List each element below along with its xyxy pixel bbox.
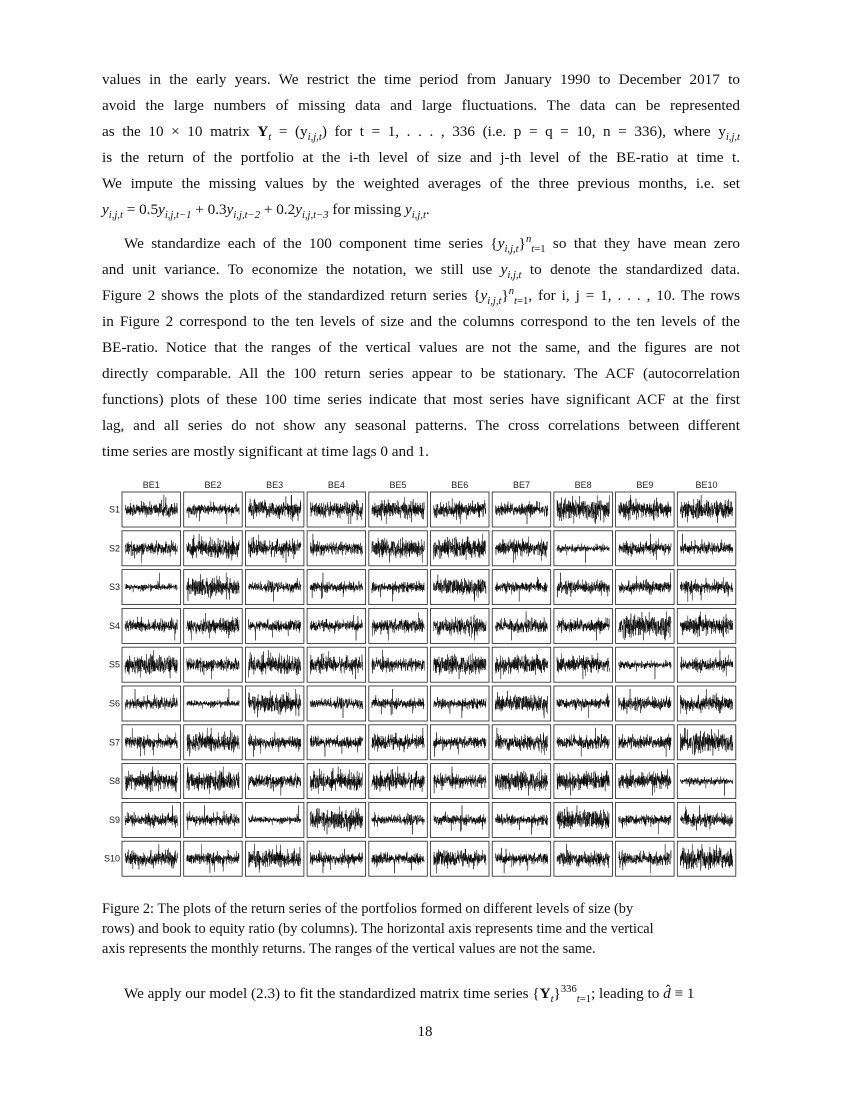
p2-line-2: and unit variance. To economize the notation, we still use $y_{i,j,t}$ to denote the standardized data.: [102, 261, 741, 282]
paragraph-1: [102, 67, 740, 223]
panel-s6-be8: [554, 686, 613, 721]
panel-s4-be6: [431, 608, 490, 643]
panel-s8-be1: [122, 764, 181, 799]
p2-line-7: functions) plots of these 100 time series indicate that most series have significant ACF at the first: [102, 391, 740, 408]
panel-frame: [616, 531, 675, 566]
p3-line-1: We apply our model (2.3) to fit the standardized matrix time series $\{Y_t\}^{336}_{t=1}$; leading to d̂ ≡ 1: [124, 983, 695, 1006]
p1-line-4: is the return of the portfolio at the i-th level of size and j-th level of the BE-ratio at time t.: [102, 149, 740, 166]
panel-s4-be9: [616, 608, 675, 643]
panel-s9-be2: [184, 802, 243, 837]
row-label-s4: S4: [108, 620, 120, 631]
p1-line-3: as the 10 × 10 matrix $Y_t = (y_{i,j,t})$ for t = 1, . . . , 336 (i.e. p = q = 10, n = 336), where $y_{i,j,t}$: [102, 123, 741, 144]
p2-line-8: lag, and all series do not show any seasonal patterns. The cross correlations between different: [102, 417, 740, 434]
panel-s6-be2: [184, 686, 243, 721]
panel-s2-be5: [369, 531, 428, 566]
panel-s10-be7: [492, 841, 551, 876]
panel-s1-be6: [431, 492, 490, 527]
column-label-be9: BE9: [636, 480, 654, 490]
row-label-s3: S3: [108, 582, 120, 593]
panel-s10-be9: [616, 841, 675, 876]
panel-s9-be10: [677, 802, 736, 837]
panel-s3-be4: [307, 570, 366, 605]
panel-s6-be3: [245, 686, 304, 721]
panel-s5-be4: [307, 647, 366, 682]
panel-s1-be2: [184, 492, 243, 527]
panel-s10-be5: [369, 841, 428, 876]
column-label-be3: BE3: [266, 480, 284, 490]
p2-line-6: directly comparable. All the 100 return series appear to be stationary. The ACF (autocorrelation: [102, 365, 740, 382]
paragraph-2: [102, 231, 740, 465]
panel-s3-be3: [245, 570, 304, 605]
panel-s2-be2: [184, 531, 243, 566]
paragraph-3: [102, 981, 740, 1007]
panel-s5-be10: [677, 647, 736, 682]
panel-s1-be8: [554, 492, 613, 527]
panel-s6-be10: [677, 686, 736, 721]
panel-s1-be5: [369, 492, 428, 527]
panel-s6-be9: [616, 686, 675, 721]
panel-s3-be2: [184, 570, 243, 605]
panel-s8-be2: [184, 764, 243, 799]
p2-line-4: in Figure 2 correspond to the ten levels of size and the columns correspond to the ten levels of the: [102, 313, 740, 330]
row-label-s7: S7: [108, 737, 120, 748]
panel-s2-be9: [616, 531, 675, 566]
panel-s6-be5: [369, 686, 428, 721]
row-label-s2: S2: [108, 543, 120, 554]
panel-s8-be9: [616, 764, 675, 799]
row-label-s5: S5: [108, 659, 120, 670]
column-label-be7: BE7: [512, 480, 530, 490]
panel-s3-be8: [554, 570, 613, 605]
panel-s10-be2: [184, 841, 243, 876]
column-label-be1: BE1: [142, 480, 160, 490]
panel-s8-be5: [369, 764, 428, 799]
panel-s4-be7: [492, 608, 551, 643]
panel-s1-be4: [307, 492, 366, 527]
panel-s4-be1: [122, 608, 181, 643]
panel-s2-be8: [554, 531, 613, 566]
panel-s4-be2: [184, 608, 243, 643]
panel-s10-be8: [554, 841, 613, 876]
panel-s5-be8: [554, 647, 613, 682]
panel-s2-be4: [307, 531, 366, 566]
column-label-be10: BE10: [695, 480, 718, 490]
p1-line-2: avoid the large numbers of missing data and large fluctuations. The data can be represented: [102, 97, 740, 114]
panel-s7-be4: [307, 725, 366, 760]
panel-s3-be9: [616, 570, 675, 605]
row-label-s6: S6: [108, 698, 120, 709]
panel-s7-be3: [245, 725, 304, 760]
panel-s4-be5: [369, 608, 428, 643]
panel-s8-be8: [554, 764, 613, 799]
panel-s1-be7: [492, 492, 551, 527]
panel-s9-be5: [369, 802, 428, 837]
panel-s3-be5: [369, 570, 428, 605]
panel-s2-be7: [492, 531, 551, 566]
panel-s3-be10: [677, 570, 736, 605]
panel-s3-be7: [492, 570, 551, 605]
panel-s4-be10: [677, 608, 736, 643]
column-label-be6: BE6: [451, 480, 469, 490]
row-label-s9: S9: [108, 814, 120, 825]
panel-s5-be7: [492, 647, 551, 682]
page-number: 18: [417, 1024, 433, 1040]
panel-s7-be5: [369, 725, 428, 760]
panel-s4-be8: [554, 608, 613, 643]
column-label-be8: BE8: [574, 480, 592, 490]
panel-s4-be3: [245, 608, 304, 643]
panel-s5-be1: [122, 647, 181, 682]
panel-s7-be6: [431, 725, 490, 760]
panel-s1-be10: [677, 492, 736, 527]
panel-s2-be10: [677, 531, 736, 566]
panel-s1-be9: [616, 492, 675, 527]
panel-s9-be8: [554, 802, 613, 837]
panel-s9-be4: [307, 802, 366, 837]
figure-2-return-series-grid: [102, 478, 742, 888]
panel-s5-be5: [369, 647, 428, 682]
panel-s2-be3: [245, 531, 304, 566]
column-label-be2: BE2: [204, 480, 222, 490]
panel-s8-be7: [492, 764, 551, 799]
panel-s1-be1: [122, 492, 181, 527]
p1-line-5: We impute the missing values by the weighted averages of the three previous months, i.e. set: [102, 175, 740, 192]
caption-line-3: axis represents the monthly returns. The ranges of the vertical values are not the same.: [102, 941, 596, 957]
caption-line-2: rows) and book to equity ratio (by columns). The horizontal axis represents time and the vertical: [102, 921, 654, 937]
panel-s8-be3: [245, 764, 304, 799]
panel-s6-be4: [307, 686, 366, 721]
panel-s9-be1: [122, 802, 181, 837]
panel-s5-be2: [184, 647, 243, 682]
panel-s8-be10: [677, 764, 736, 799]
p2-line-1: We standardize each of the 100 component time series $\{y_{i,j,t}\}^n_{t=1}$ so that they have mean zero: [124, 233, 741, 256]
panel-s8-be4: [307, 764, 366, 799]
panel-s3-be1: [122, 570, 181, 605]
panel-s5-be9: [616, 647, 675, 682]
p1-line-1: values in the early years. We restrict the time period from January 1990 to December 2017 to: [102, 71, 740, 88]
panel-s4-be4: [307, 608, 366, 643]
caption-line-1: Figure 2: The plots of the return series of the portfolios formed on different levels of size (by: [102, 901, 634, 917]
panel-s7-be9: [616, 725, 675, 760]
panel-s2-be1: [122, 531, 181, 566]
panel-s10-be3: [245, 841, 304, 876]
figure-caption: [102, 899, 740, 959]
panel-s9-be9: [616, 802, 675, 837]
panel-s6-be1: [122, 686, 181, 721]
panel-s3-be6: [431, 570, 490, 605]
panel-s10-be10: [677, 841, 736, 876]
panel-s7-be8: [554, 725, 613, 760]
panel-s9-be3: [245, 802, 304, 837]
panel-s5-be3: [245, 647, 304, 682]
p2-line-5: BE-ratio. Notice that the ranges of the vertical values are not the same, and the figures are not: [102, 339, 740, 356]
panel-s6-be7: [492, 686, 551, 721]
row-label-s8: S8: [108, 776, 120, 787]
column-label-be4: BE4: [327, 480, 345, 490]
p2-line-3: Figure 2 shows the plots of the standardized return series $\{y_{i,j,t}\}^n_{t=1}$, for i, j = 1, . . . , 10. The rows: [102, 285, 740, 308]
panel-s10-be6: [431, 841, 490, 876]
panel-s2-be6: [431, 531, 490, 566]
panel-s6-be6: [431, 686, 490, 721]
panel-s5-be6: [431, 647, 490, 682]
panel-s7-be2: [184, 725, 243, 760]
panel-s1-be3: [245, 492, 304, 527]
panel-s7-be7: [492, 725, 551, 760]
panel-s7-be1: [122, 725, 181, 760]
panel-s9-be6: [431, 802, 490, 837]
panel-s10-be1: [122, 841, 181, 876]
p1-line-6: $y_{i,j,t} = 0.5y_{i,j,t-1} + 0.3y_{i,j,t-2} + 0.2y_{i,j,t-3}$ for missing $y_{i,j,t}$.: [102, 201, 430, 222]
panel-s7-be10: [677, 725, 736, 760]
panel-s10-be4: [307, 841, 366, 876]
p2-line-9: time series are mostly significant at time lags 0 and 1.: [102, 443, 429, 460]
row-label-s10: S10: [103, 853, 120, 864]
panel-s8-be6: [431, 764, 490, 799]
panel-s9-be7: [492, 802, 551, 837]
column-label-be5: BE5: [389, 480, 407, 490]
row-label-s1: S1: [108, 504, 120, 515]
